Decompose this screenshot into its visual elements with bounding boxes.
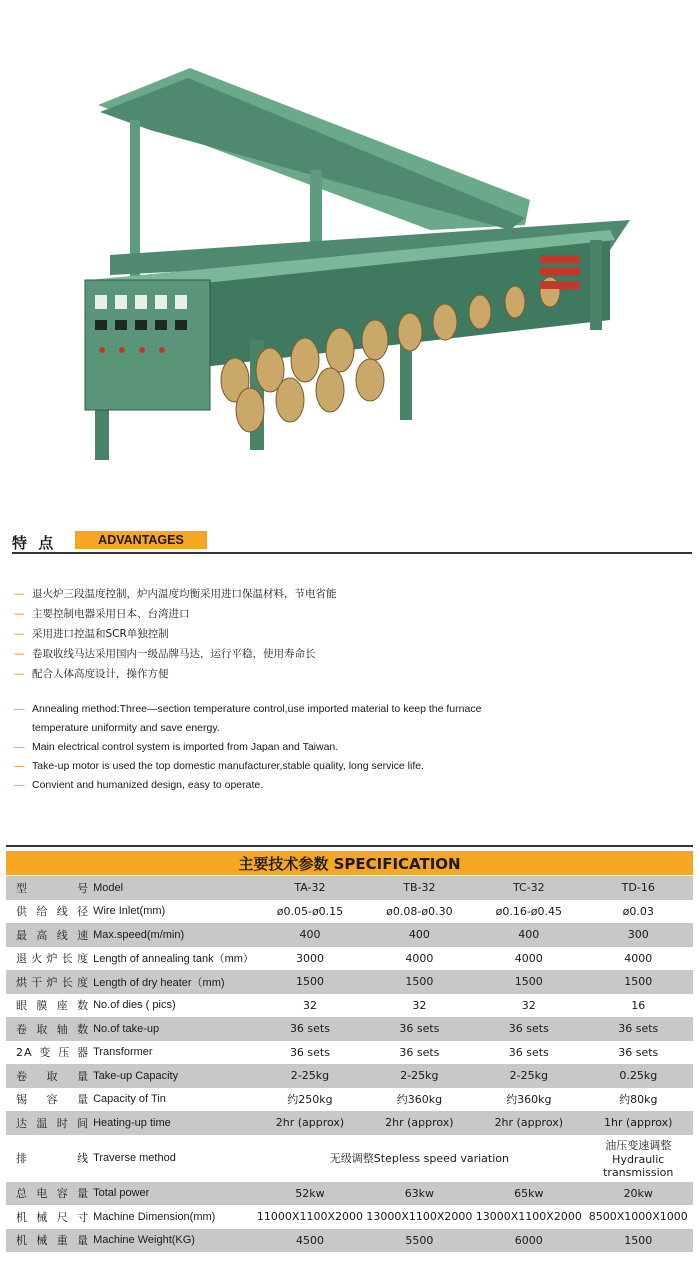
dash-icon: — — [14, 608, 25, 620]
spec-value: 0.25kg — [584, 1064, 693, 1088]
spec-label-en: No.of dies ( pics) — [93, 999, 176, 1012]
spec-value: 1500 — [584, 970, 693, 994]
dash-icon: — — [14, 779, 25, 791]
spec-value: 36 sets — [289, 1045, 330, 1059]
spec-label-cn: 2A变压器 — [16, 1046, 90, 1060]
table-row — [6, 1041, 693, 1065]
spec-value: 36 sets — [399, 1045, 440, 1059]
spec-value: 36 sets — [474, 1017, 583, 1041]
dash-icon: — — [14, 741, 25, 753]
spec-value: 36 sets — [365, 1017, 474, 1041]
spec-value: ø0.08-ø0.30 — [386, 904, 453, 918]
spec-value — [584, 1135, 693, 1182]
table-row — [6, 1088, 693, 1112]
spec-value: TA-32 — [255, 876, 364, 900]
spec-value: 4500 — [255, 1229, 364, 1253]
spec-value: ø0.16-ø0.45 — [495, 904, 563, 918]
spec-value: 63kw — [365, 1182, 474, 1206]
spec-value: TB-32 — [365, 876, 474, 900]
list-item: — Convient and humanized design, easy to operate. — [14, 776, 514, 795]
spec-value: 约250kg — [287, 1093, 333, 1107]
spec-value: 2hr (approx) — [474, 1111, 583, 1135]
spec-value: 2hr (approx) — [255, 1111, 364, 1135]
dash-icon: — — [14, 628, 25, 640]
spec-value: 1500 — [365, 970, 474, 994]
spec-value: 20kw — [584, 1182, 693, 1206]
spec-label-en: Model — [89, 876, 255, 900]
spec-value: 65kw — [474, 1182, 583, 1206]
advantages-divider — [12, 552, 692, 554]
spec-value: 无级调整Stepless speed variation — [329, 1152, 509, 1165]
spec-label-en: Max.speed(m/min) — [89, 923, 255, 947]
spec-value: 16 — [631, 998, 646, 1012]
spec-title-band — [6, 851, 693, 875]
spec-value-line: 油压变速调整 — [605, 1139, 672, 1152]
spec-divider — [6, 845, 693, 847]
spec-label-en: No.of take-up — [89, 1017, 255, 1041]
list-item: — 配合人体高度设计，操作方便 — [14, 668, 169, 680]
spec-value: 400 — [474, 923, 583, 947]
advantages-cn-title: 特 点 — [12, 534, 57, 552]
spec-label-en: Total power — [89, 1182, 255, 1206]
spec-value: 300 — [584, 923, 693, 947]
spec-label-en: Take-up Capacity — [89, 1064, 255, 1088]
spec-value: 8500X1000X1000 — [588, 1210, 688, 1224]
table-row — [6, 1229, 693, 1253]
spec-value: 5500 — [365, 1229, 474, 1253]
spec-value: 400 — [255, 923, 364, 947]
list-item: — Take-up motor is used the top domestic manufacturer,stable quality, long service life. — [14, 757, 514, 776]
spec-label-cn: 排线 — [16, 1152, 90, 1165]
spec-label-cn: 机械重量 — [6, 1229, 89, 1253]
table-row — [6, 1182, 693, 1206]
list-item: — Main electrical control system is imported from Japan and Taiwan. — [14, 738, 514, 757]
table-row — [6, 994, 693, 1018]
spec-value: 4000 — [405, 951, 434, 965]
spec-label-cn: 退火炉长度 — [16, 952, 90, 966]
spec-value-line: Hydraulic transmission — [603, 1153, 674, 1179]
spec-value: 11000X1100X2000 — [256, 1210, 363, 1224]
list-item: — 退火炉三段温度控制，炉内温度均衡采用进口保温材料，节电省能 — [14, 588, 337, 600]
spec-label-cn: 总电容量 — [6, 1182, 89, 1206]
advantages-cn-list — [14, 586, 337, 686]
spec-value: 32 — [412, 998, 427, 1012]
spec-label-cn: 烘干炉长度 — [6, 970, 89, 994]
spec-label-cn: 型号 — [6, 876, 89, 900]
table-row — [6, 923, 693, 947]
spec-value: 36 sets — [508, 1045, 549, 1059]
spec-value: 2-25kg — [474, 1064, 583, 1088]
spec-value: 约360kg — [396, 1093, 443, 1107]
spec-value: 1hr (approx) — [584, 1111, 693, 1135]
spec-value: 1500 — [255, 970, 364, 994]
spec-table — [6, 876, 693, 1252]
spec-label-cn: 最高线速 — [6, 923, 89, 947]
spec-label-en: Traverse method — [93, 1152, 176, 1164]
spec-label-cn: 机械尺寸 — [16, 1210, 90, 1224]
dash-icon: — — [14, 703, 25, 715]
spec-title: 主要技术参数 SPECIFICATION — [238, 855, 461, 873]
spec-value: 36 sets — [584, 1017, 693, 1041]
table-row — [6, 947, 693, 971]
spec-value: 2hr (approx) — [365, 1111, 474, 1135]
spec-label-en: Wire Inlet(mm) — [93, 905, 166, 918]
spec-label-cn: 卷取量 — [6, 1064, 89, 1088]
spec-value: 1500 — [474, 970, 583, 994]
table-row — [6, 900, 693, 924]
spec-label-cn: 锡容量 — [16, 1093, 90, 1107]
list-item: — 卷取收线马达采用国内一级品牌马达，运行平稳，使用寿命长 — [14, 648, 316, 660]
dash-icon: — — [14, 648, 25, 660]
spec-value: 1500 — [584, 1229, 693, 1253]
spec-value: 13000X1100X2000 — [475, 1210, 582, 1224]
spec-value: TD-16 — [584, 876, 693, 900]
spec-value: 36 sets — [618, 1045, 659, 1059]
advantages-en-list — [14, 700, 514, 795]
spec-label-en: Length of dry heater（mm) — [89, 970, 255, 994]
spec-label-en: Capacity of Tin — [93, 1093, 166, 1106]
spec-value: 36 sets — [255, 1017, 364, 1041]
spec-value: TC-32 — [474, 876, 583, 900]
dash-icon: — — [14, 760, 25, 772]
advantages-tag: ADVANTAGES — [75, 531, 207, 549]
spec-label-cn: 卷取轴数 — [6, 1017, 89, 1041]
spec-value: 约360kg — [506, 1093, 552, 1107]
spec-value: ø0.05-ø0.15 — [276, 904, 344, 918]
spec-value: 3000 — [295, 951, 324, 965]
table-row — [6, 1017, 693, 1041]
table-row — [6, 1135, 693, 1182]
spec-label-cn: 眼膜座数 — [16, 999, 90, 1013]
spec-value: 32 — [521, 998, 536, 1012]
spec-value: 6000 — [474, 1229, 583, 1253]
list-item: — Annealing method:Three—section temperature control,use imported material to keep the furnace temperature uniformity and save energy. — [14, 700, 514, 738]
dash-icon: — — [14, 588, 25, 600]
table-row — [6, 1111, 693, 1135]
list-item: — 采用进口控温和SCR单独控制 — [14, 628, 169, 640]
table-row — [6, 1064, 693, 1088]
machine-photo — [70, 50, 630, 480]
spec-label-en: Length of annealing tank（mm） — [93, 953, 254, 966]
spec-value: 400 — [365, 923, 474, 947]
spec-label-en: Transformer — [93, 1046, 153, 1059]
spec-value: 32 — [302, 998, 317, 1012]
spec-label-cn: 达温时间 — [6, 1111, 89, 1135]
spec-value: 13000X1100X2000 — [366, 1210, 473, 1224]
spec-value: 2-25kg — [365, 1064, 474, 1088]
spec-value: 4000 — [624, 951, 653, 965]
spec-value: 2-25kg — [255, 1064, 364, 1088]
spec-value: 4000 — [514, 951, 543, 965]
spec-label-cn: 供给线径 — [16, 905, 90, 919]
dash-icon: — — [14, 668, 25, 680]
spec-label-en: Machine Dimension(mm) — [93, 1210, 216, 1223]
table-row — [6, 1205, 693, 1229]
table-row — [6, 970, 693, 994]
spec-value: 约80kg — [619, 1093, 658, 1107]
spec-label-en: Heating-up time — [89, 1111, 255, 1135]
list-item: — 主要控制电器采用日本、台湾进口 — [14, 608, 190, 620]
spec-label-en: Machine Weight(KG) — [89, 1229, 255, 1253]
table-row — [6, 876, 693, 900]
advantages-header — [12, 531, 692, 555]
spec-value: ø0.03 — [622, 904, 654, 918]
spec-value: 52kw — [255, 1182, 364, 1206]
